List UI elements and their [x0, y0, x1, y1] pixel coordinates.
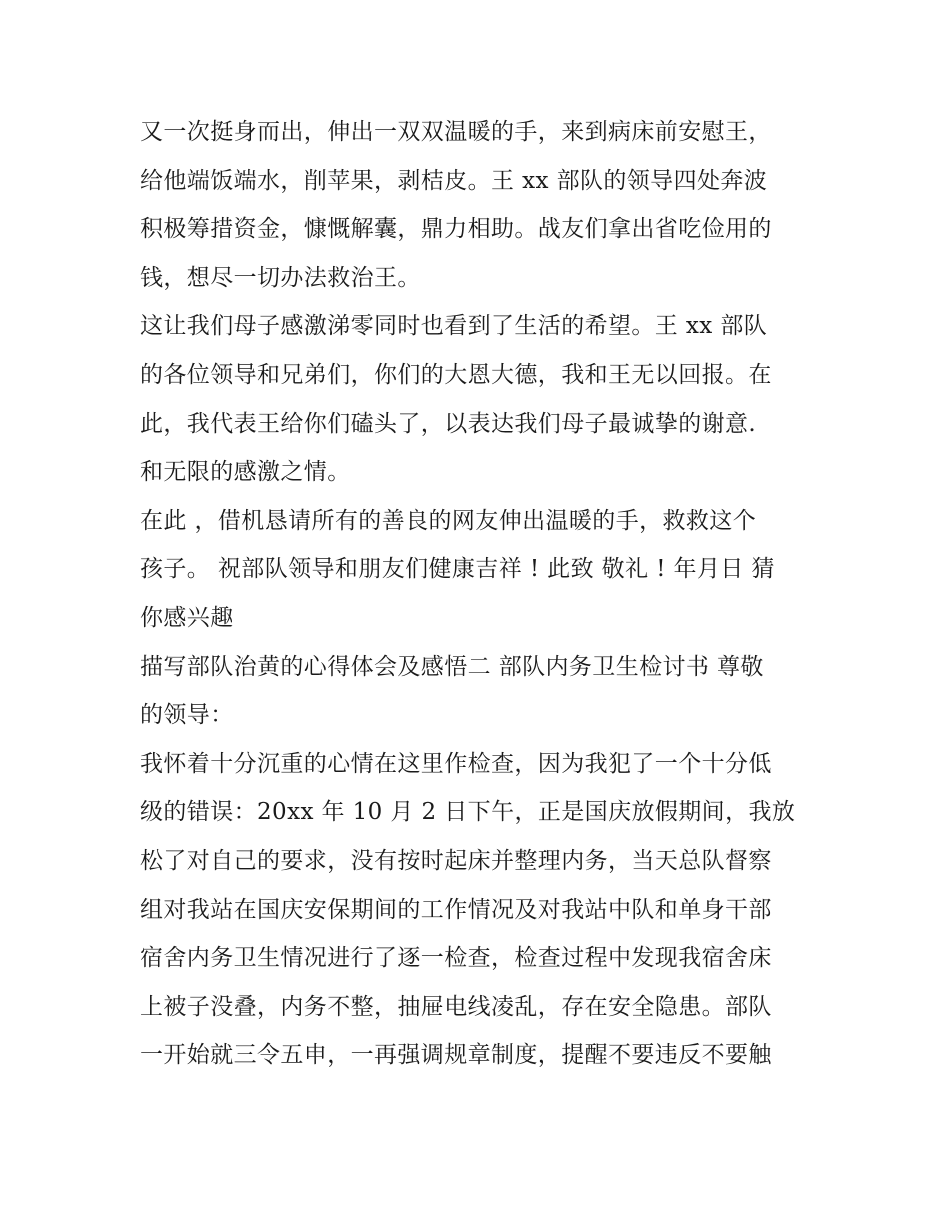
text-line: 级的错误：20xx 年 10 月 2 日下午，正是国庆放假期间，我放: [140, 799, 796, 826]
text-line: 孩子。 祝部队领导和朋友们健康吉祥 ! 此致 敬礼 ! 年月日 猜: [140, 556, 775, 583]
text-line: 又一次挺身而出，伸出一双双温暖的手，来到病床前安慰王，: [140, 119, 772, 145]
text-line: 此，我代表王给你们磕头了，以表达我们母子最诚挚的谢意.: [140, 410, 757, 437]
text-line: 和无限的感激之情。: [140, 459, 351, 486]
text-line: 的各位领导和兄弟们，你们的大恩大德，我和王无以回报。在: [140, 361, 772, 388]
text-line: 积极筹措资金，慷慨解囊，鼎力相助。战友们拿出省吃俭用的: [140, 216, 772, 243]
text-line: 我怀着十分沉重的心情在这里作检查，因为我犯了一个十分低: [140, 750, 772, 777]
text-line: 钱，想尽一切办法救治王。: [140, 264, 421, 291]
text-line: 描写部队治黄的心得体会及感悟二 部队内务卫生检讨书 尊敬: [140, 653, 764, 680]
text-line: 组对我站在国庆安保期间的工作情况及对我站中队和单身干部: [140, 896, 772, 923]
document-body: [140, 108, 830, 1080]
text-line: 给他端饭端水，削苹果，剥桔皮。王 xx 部队的领导四处奔波: [140, 167, 768, 194]
text-line: 这让我们母子感激涕零同时也看到了生活的希望。王 xx 部队: [140, 313, 768, 340]
text-line: 松了对自己的要求，没有按时起床并整理内务，当天总队督察: [140, 847, 772, 874]
text-line: 你感兴趣: [140, 604, 234, 631]
text-line: 一开始就三令五申，一再强调规章制度，提醒不要违反不要触: [140, 1042, 772, 1069]
text-line: 宿舍内务卫生情况进行了逐一检查，检查过程中发现我宿舍床: [140, 945, 772, 972]
text-line: 的领导：: [140, 702, 234, 729]
text-line: 在此 ，借机恳请所有的善良的网友伸出温暖的手，救救这个: [140, 507, 757, 534]
text-line: 上被子没叠，内务不整，抽屉电线凌乱，存在安全隐患。部队: [140, 993, 772, 1020]
